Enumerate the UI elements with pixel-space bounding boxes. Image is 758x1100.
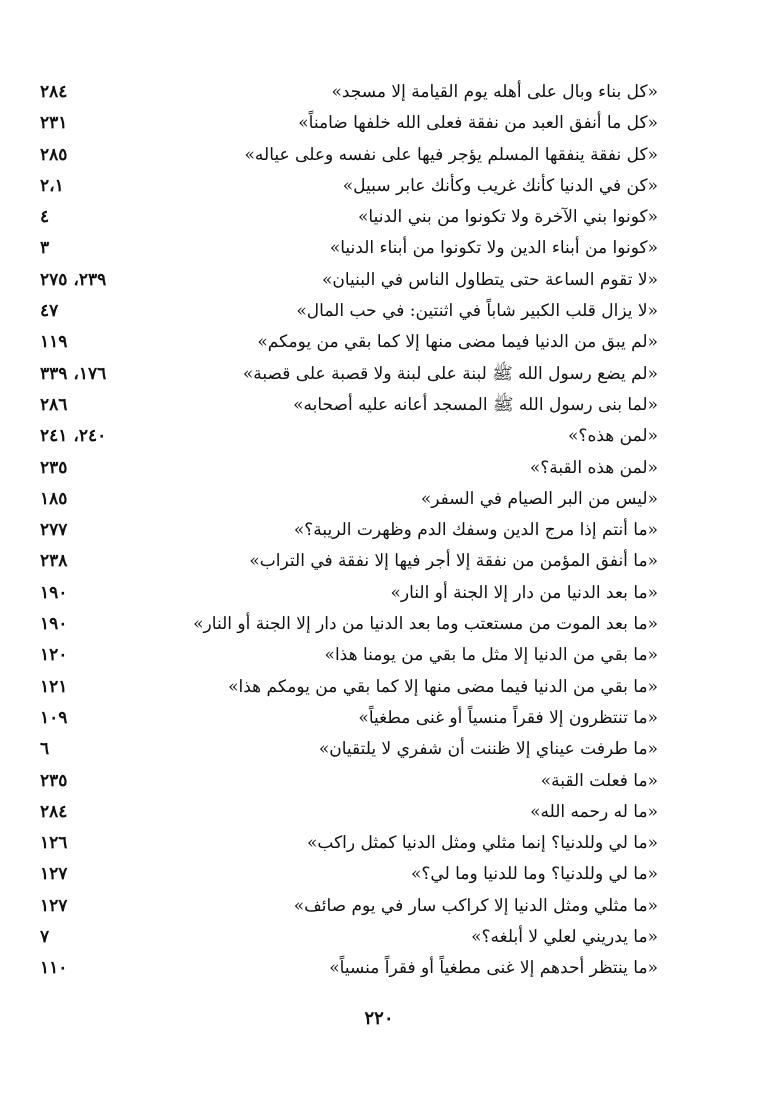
hadith-text: «ما له رحمه الله» (530, 801, 658, 822)
page-refs: ٦ (40, 739, 50, 760)
hadith-text: «ما يدريني لعلي لا أبلغه؟» (471, 927, 658, 948)
page-refs: ٢٣٥ (40, 457, 68, 478)
page-refs: ٢٧٧ (40, 520, 68, 541)
page-refs: ١٢١ (40, 676, 68, 697)
hadith-text: «كل نفقة ينفقها المسلم يؤجر فيها على نفسه وعلى عياله» (244, 144, 658, 165)
index-row (0, 328, 758, 359)
hadith-text: «كونوا بني الآخرة ولا تكونوا من بني الدنيا» (358, 207, 658, 228)
page-refs: ١٢٠ (40, 645, 68, 666)
index-row (0, 141, 758, 172)
index-row (0, 234, 758, 265)
hadith-text: «ما لي وللدنيا؟ وما للدنيا وما لي؟» (411, 864, 658, 885)
page-refs: ١٢٧ (40, 864, 68, 885)
index-row (0, 641, 758, 672)
hadith-text: «كن في الدنيا كأنك غريب وكأنك عابر سبيل» (342, 175, 658, 196)
page-refs: ١٧٦، ٣٣٩ (40, 363, 107, 384)
page-refs: ٢٣٥ (40, 770, 68, 791)
hadith-text: «كل بناء وبال على أهله يوم القيامة إلا مسجد» (331, 82, 658, 102)
page-refs: ٤٧ (40, 301, 59, 322)
index-row (0, 203, 758, 234)
page-number: ٢٢٠ (364, 1008, 394, 1029)
hadith-text: «لمن هذه؟» (568, 426, 658, 447)
page-refs: ٢٣٩، ٢٧٥ (40, 269, 107, 290)
index-row (0, 485, 758, 516)
page-refs: ١٩٠ (40, 582, 68, 603)
hadith-text: «ما فعلت القبة» (540, 770, 658, 791)
page-refs: ١٨٥ (40, 488, 68, 509)
hadith-text: «ما بعد الدنيا من دار إلا الجنة أو النار» (390, 582, 658, 603)
page-refs: ٧ (40, 927, 50, 948)
index-row (0, 798, 758, 829)
hadith-text: «لمن هذه القبة؟» (529, 457, 658, 478)
page-refs: ٢٨٤ (40, 82, 68, 102)
index-row (0, 829, 758, 860)
page-refs: ١١٩ (40, 332, 68, 353)
index-row (0, 673, 758, 704)
page-refs: ١٢٦ (40, 833, 68, 854)
index-row (0, 78, 758, 109)
index-row (0, 767, 758, 798)
hadith-text: «ما بقي من الدنيا فيما مضى منها إلا كما بقي من يومكم هذا» (228, 676, 658, 697)
index-row (0, 954, 758, 985)
page-refs: ١١٠ (40, 958, 68, 979)
hadith-text: «ما تنتظرون إلا فقراً منسياً أو غنى مطغياً» (358, 707, 658, 728)
hadith-text: «لا تقوم الساعة حتى يتطاول الناس في البنيان» (321, 269, 658, 290)
hadith-text: «ما مثلي ومثل الدنيا إلا كراكب سار في يوم صائف» (293, 895, 658, 916)
index-row (0, 923, 758, 954)
index-row (0, 172, 758, 203)
hadith-text: «ما أنفق المؤمن من نفقة إلا أجر فيها إلا نفقة في التراب» (249, 551, 658, 572)
hadith-text: «ما لي وللدنيا؟ إنما مثلي ومثل الدنيا كمثل راكب» (307, 833, 658, 854)
hadith-text: «كل ما أنفق العبد من نفقة فعلى الله خلفها ضامناً» (298, 113, 658, 134)
hadith-text: «كونوا من أبناء الدين ولا تكونوا من أبناء الدنيا» (329, 238, 658, 259)
hadith-text: «ما بعد الموت من مستعتب وما بعد الدنيا من دار إلا الجنة أو النار» (193, 614, 658, 635)
index-row (0, 704, 758, 735)
index-row (0, 391, 758, 422)
page-refs: ٣ (40, 238, 50, 259)
page-refs: ١٩٠ (40, 614, 68, 635)
hadith-text: «لما بنى رسول الله ﷺ المسجد أعانه عليه أصحابه» (293, 394, 658, 415)
hadith-text: «لم يضع رسول الله ﷺ لبنة على لبنة ولا قصبة على قصبة» (242, 363, 658, 384)
index-row (0, 516, 758, 547)
hadith-text: «لا يزال قلب الكبير شاباً في اثنتين: في حب المال» (296, 301, 658, 322)
page-refs: ٤ (40, 207, 50, 228)
index-row (0, 360, 758, 391)
page-refs: ٢،١ (40, 175, 64, 196)
page-refs: ١٠٩ (40, 707, 68, 728)
page-refs: ٢٨٤ (40, 801, 68, 822)
hadith-text: «ما أنتم إذا مرج الدين وسفك الدم وظهرت الريبة؟» (293, 520, 658, 541)
page-refs: ٢٣١ (40, 113, 68, 134)
index-row (0, 547, 758, 578)
index-row (0, 892, 758, 923)
index-row (0, 579, 758, 610)
index-row (0, 610, 758, 641)
page-refs: ٢٨٦ (40, 394, 68, 415)
page-refs: ٢٤٠، ٢٤١ (40, 426, 107, 447)
index-row (0, 422, 758, 453)
index-row (0, 109, 758, 140)
page-refs: ٢٣٨ (40, 551, 68, 572)
hadith-index-list (0, 78, 758, 986)
hadith-text: «ما بقي من الدنيا إلا مثل ما بقي من يومنا هذا» (324, 645, 658, 666)
index-row (0, 454, 758, 485)
page-refs: ٢٨٥ (40, 144, 68, 165)
hadith-text: «ما ينتظر أحدهم إلا غنى مطغياً أو فقراً منسياً» (329, 958, 658, 979)
index-row (0, 860, 758, 891)
hadith-text: «لم يبق من الدنيا فيما مضى منها إلا كما بقي من يومكم» (257, 332, 658, 353)
index-row (0, 297, 758, 328)
hadith-text: «ما طرفت عيناي إلا ظننت أن شفري لا يلتقيان» (318, 739, 658, 760)
index-row (0, 266, 758, 297)
hadith-text: «ليس من البر الصيام في السفر» (420, 488, 658, 509)
index-row (0, 735, 758, 766)
page-refs: ١٢٧ (40, 895, 68, 916)
